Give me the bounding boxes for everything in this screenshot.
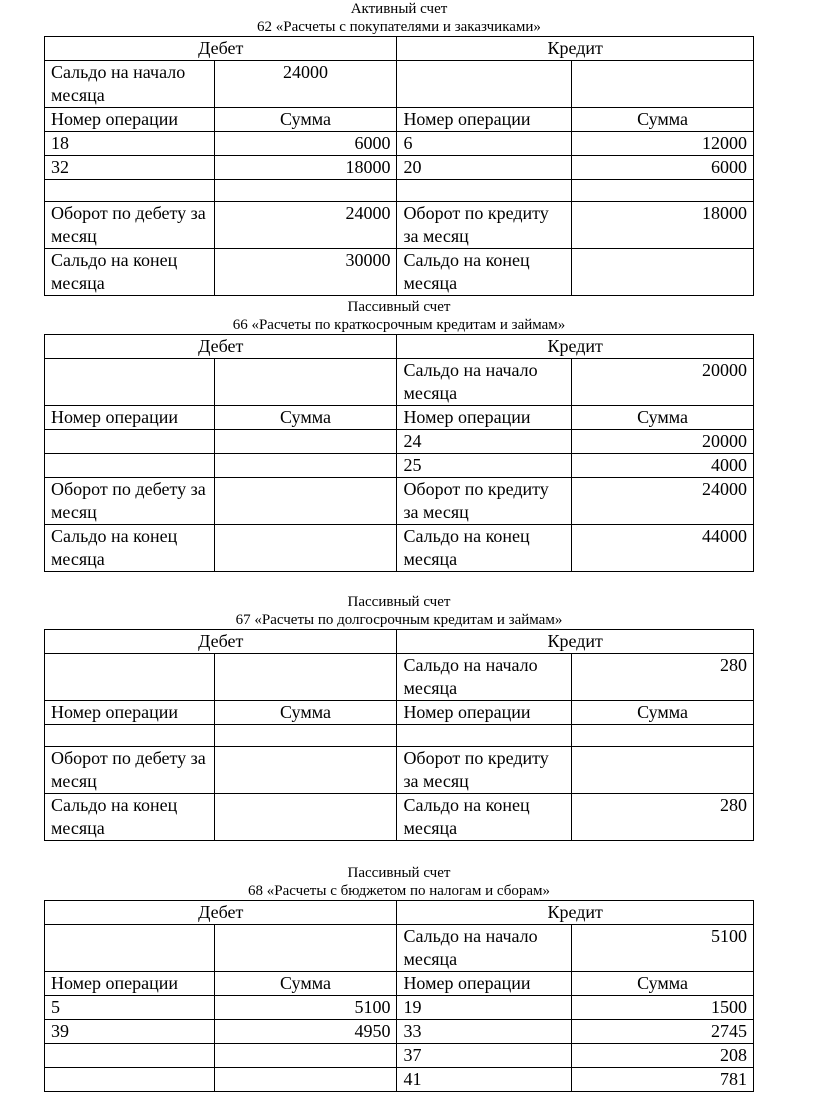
account-title: 62 «Расчеты с покупателями и заказчиками»: [257, 19, 541, 35]
op-number-header: Номер операции: [45, 972, 215, 996]
account-type: Пассивный счет: [347, 594, 451, 610]
debit-header: Дебет: [45, 37, 397, 61]
account-62: [44, 0, 754, 296]
closing-balance-label: Сальдо на конец месяца: [397, 249, 572, 296]
amount-header: Сумма: [214, 972, 397, 996]
credit-turnover-value: 24000: [572, 478, 754, 525]
credit-sum: 4000: [572, 454, 754, 478]
credit-turnover-label: Оборот по кредиту за месяц: [397, 478, 572, 525]
debit-op: 32: [45, 156, 215, 180]
account-type: Активный счет: [350, 1, 448, 17]
credit-sum: 20000: [572, 430, 754, 454]
closing-debit-value: 30000: [214, 249, 397, 296]
opening-credit-value: 5100: [572, 925, 754, 972]
account-66: [44, 298, 754, 572]
credit-sum: 781: [572, 1068, 754, 1092]
empty-cell: [45, 925, 215, 972]
credit-sum: 6000: [572, 156, 754, 180]
credit-turnover-value: 18000: [572, 202, 754, 249]
debit-turnover-label: Оборот по дебету за месяц: [45, 478, 215, 525]
closing-balance-label: Сальдо на конец месяца: [397, 525, 572, 572]
opening-balance-label: Сальдо на начало месяца: [45, 61, 215, 108]
debit-sum: 5100: [214, 996, 397, 1020]
debit-sum: 18000: [214, 156, 397, 180]
credit-op: 24: [397, 430, 572, 454]
account-67: [44, 593, 754, 841]
amount-header: Сумма: [572, 701, 754, 725]
debit-sum: 4950: [214, 1020, 397, 1044]
account-type: Пассивный счет: [347, 299, 451, 315]
empty-cell: [45, 654, 215, 701]
t-account-table: [44, 900, 754, 1092]
empty-cell: [214, 478, 397, 525]
debit-op: 39: [45, 1020, 215, 1044]
closing-balance-label: Сальдо на конец месяца: [397, 794, 572, 841]
closing-balance-label: Сальдо на конец месяца: [45, 249, 215, 296]
opening-credit-value: 280: [572, 654, 754, 701]
debit-turnover-label: Оборот по дебету за месяц: [45, 202, 215, 249]
amount-header: Сумма: [572, 972, 754, 996]
empty-cell: [214, 747, 397, 794]
credit-op: 41: [397, 1068, 572, 1092]
table-row: [45, 1044, 754, 1068]
closing-credit-value: 44000: [572, 525, 754, 572]
t-account-table: [44, 36, 754, 296]
table-row: [45, 132, 754, 156]
credit-sum: 12000: [572, 132, 754, 156]
credit-op: 33: [397, 1020, 572, 1044]
empty-cell: [572, 249, 754, 296]
debit-header: Дебет: [45, 335, 397, 359]
closing-balance-label: Сальдо на конец месяца: [45, 525, 215, 572]
account-68: [44, 864, 754, 1092]
debit-header: Дебет: [45, 630, 397, 654]
credit-op: 37: [397, 1044, 572, 1068]
debit-op: 18: [45, 132, 215, 156]
opening-balance-label: Сальдо на начало месяца: [397, 359, 572, 406]
amount-header: Сумма: [214, 108, 397, 132]
credit-turnover-label: Оборот по кредиту за месяц: [397, 202, 572, 249]
empty-cell: [572, 61, 754, 108]
credit-header: Кредит: [397, 335, 754, 359]
opening-balance-label: Сальдо на начало месяца: [397, 654, 572, 701]
table-row: [45, 996, 754, 1020]
empty-cell: [45, 359, 215, 406]
debit-turnover-value: 24000: [214, 202, 397, 249]
debit-op: 5: [45, 996, 215, 1020]
amount-header: Сумма: [572, 108, 754, 132]
credit-op: 25: [397, 454, 572, 478]
op-number-header: Номер операции: [397, 701, 572, 725]
account-title: 67 «Расчеты по долгосрочным кредитам и займам»: [235, 612, 563, 628]
op-number-header: Номер операции: [45, 108, 215, 132]
opening-credit-value: 20000: [572, 359, 754, 406]
debit-turnover-label: Оборот по дебету за месяц: [45, 747, 215, 794]
account-type: Пассивный счет: [347, 865, 451, 881]
op-number-header: Номер операции: [45, 406, 215, 430]
table-row: [45, 454, 754, 478]
empty-cell: [214, 359, 397, 406]
empty-cell: [214, 794, 397, 841]
debit-sum: 6000: [214, 132, 397, 156]
t-account-table: [44, 334, 754, 572]
credit-sum: 1500: [572, 996, 754, 1020]
amount-header: Сумма: [572, 406, 754, 430]
amount-header: Сумма: [214, 701, 397, 725]
empty-cell: [572, 747, 754, 794]
empty-cell: [214, 654, 397, 701]
table-row: [45, 430, 754, 454]
empty-row: [45, 725, 754, 747]
closing-credit-value: 280: [572, 794, 754, 841]
credit-op: 19: [397, 996, 572, 1020]
t-account-table: [44, 629, 754, 841]
account-title: 66 «Расчеты по краткосрочным кредитам и займам»: [232, 317, 566, 333]
amount-header: Сумма: [214, 406, 397, 430]
empty-cell: [214, 925, 397, 972]
credit-sum: 208: [572, 1044, 754, 1068]
empty-cell: [397, 61, 572, 108]
opening-balance-label: Сальдо на начало месяца: [397, 925, 572, 972]
credit-op: 20: [397, 156, 572, 180]
credit-header: Кредит: [397, 630, 754, 654]
table-row: [45, 1020, 754, 1044]
opening-debit-value: 24000: [214, 61, 397, 108]
table-row: [45, 156, 754, 180]
credit-header: Кредит: [397, 901, 754, 925]
credit-op: 6: [397, 132, 572, 156]
account-title: 68 «Расчеты с бюджетом по налогам и сборам»: [248, 883, 550, 899]
op-number-header: Номер операции: [397, 406, 572, 430]
empty-cell: [214, 525, 397, 572]
debit-header: Дебет: [45, 901, 397, 925]
closing-balance-label: Сальдо на конец месяца: [45, 794, 215, 841]
op-number-header: Номер операции: [45, 701, 215, 725]
op-number-header: Номер операции: [397, 108, 572, 132]
empty-row: [45, 180, 754, 202]
credit-header: Кредит: [397, 37, 754, 61]
credit-sum: 2745: [572, 1020, 754, 1044]
credit-turnover-label: Оборот по кредиту за месяц: [397, 747, 572, 794]
table-row: [45, 1068, 754, 1092]
op-number-header: Номер операции: [397, 972, 572, 996]
